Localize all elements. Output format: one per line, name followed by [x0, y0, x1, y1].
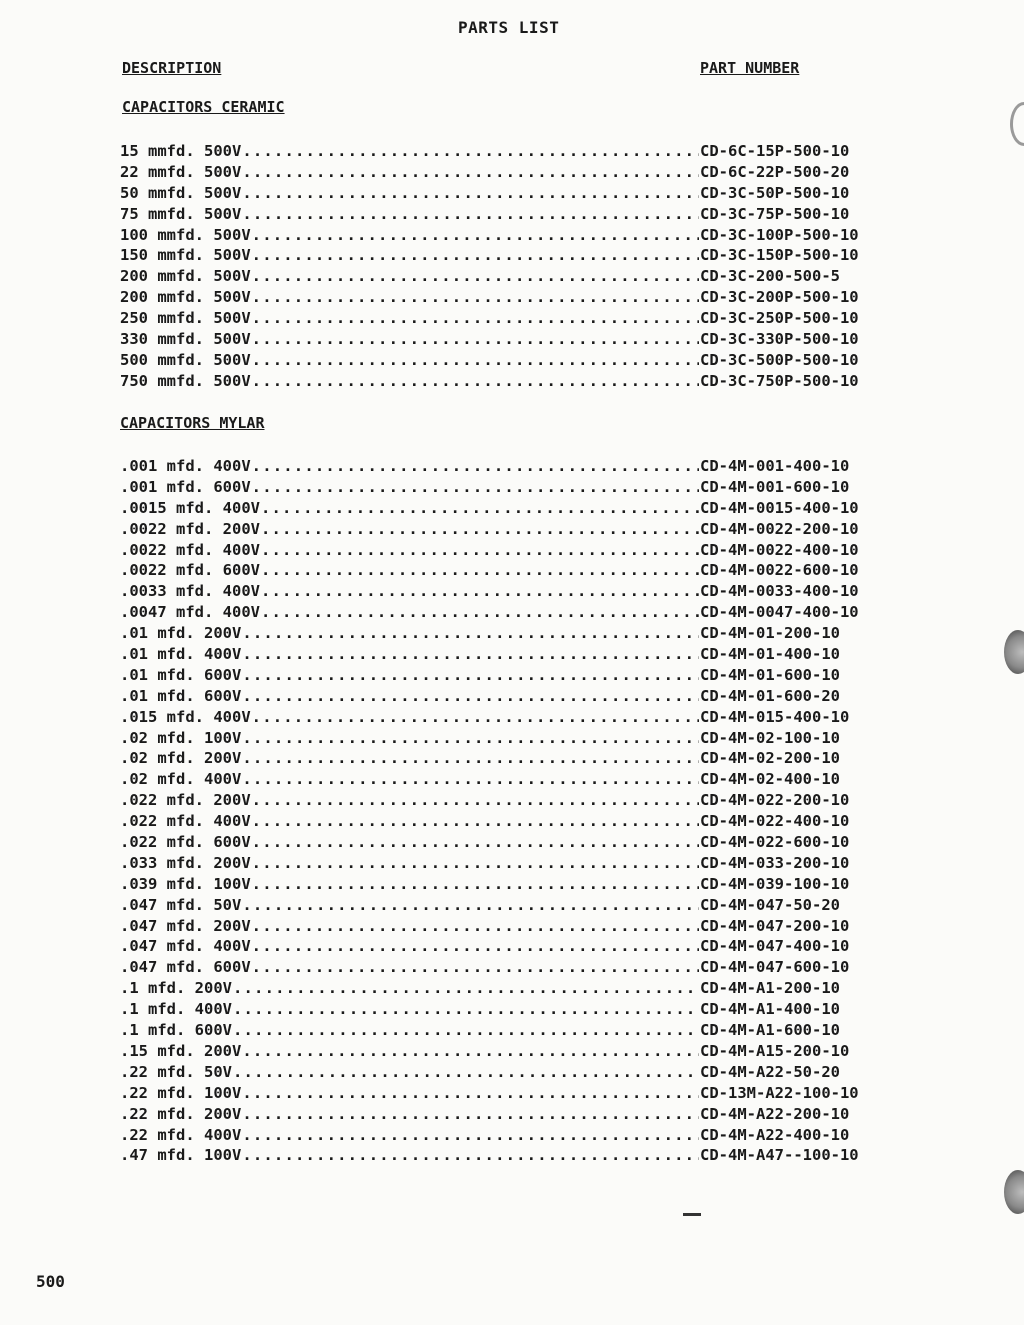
section-title-ceramic: CAPACITORS CERAMIC: [122, 98, 285, 116]
part-description: 50 mmfd. 500V: [120, 183, 242, 202]
part-row: [120, 1021, 880, 1042]
part-description: 200 mmfd. 500V: [120, 288, 251, 307]
part-description: .01 mfd. 400V: [120, 645, 242, 664]
part-number: CD-13M-A22-100-10: [700, 1083, 859, 1102]
dot-leader: [252, 833, 699, 851]
dot-leader: [252, 246, 699, 264]
part-description: 500 mmfd. 500V: [120, 350, 251, 369]
part-description: 75 mmfd. 500V: [120, 204, 242, 223]
part-number: CD-4M-022-200-10: [700, 791, 850, 810]
part-number: CD-4M-001-600-10: [700, 477, 850, 496]
dot-leader: [242, 624, 699, 642]
part-description: .01 mfd. 600V: [120, 686, 242, 705]
part-number: CD-4M-0022-600-10: [700, 561, 859, 580]
part-description: 250 mmfd. 500V: [120, 309, 251, 328]
dot-leader: [233, 1000, 699, 1018]
part-description: .022 mfd. 400V: [120, 812, 251, 831]
dot-leader: [233, 979, 699, 997]
part-row: [120, 979, 880, 1000]
parts-list-mylar: [120, 457, 880, 1167]
part-description: 750 mmfd. 500V: [120, 371, 251, 390]
page-number: 500: [36, 1272, 65, 1291]
part-row: [120, 372, 880, 393]
part-description: 15 mmfd. 500V: [120, 142, 242, 160]
dot-leader: [242, 666, 699, 684]
part-number: CD-4M-A22-400-10: [700, 1125, 850, 1144]
part-number: CD-4M-02-200-10: [700, 749, 840, 768]
part-row: [120, 541, 880, 562]
part-row: [120, 833, 880, 854]
part-description: 100 mmfd. 500V: [120, 225, 251, 244]
dot-leader: [252, 351, 699, 369]
dot-leader: [261, 520, 699, 538]
part-row: [120, 457, 880, 478]
part-number: CD-4M-A22-50-20: [700, 1062, 840, 1081]
part-row: [120, 163, 880, 184]
part-number: CD-3C-100P-500-10: [700, 225, 859, 244]
part-description: .001 mfd. 400V: [120, 457, 251, 475]
dot-leader: [261, 582, 699, 600]
part-row: [120, 875, 880, 896]
binder-hole-icon: [1004, 1170, 1024, 1214]
part-row: [120, 791, 880, 812]
part-description: .0015 mfd. 400V: [120, 498, 260, 517]
dot-leader: [242, 749, 699, 767]
part-row: [120, 330, 880, 351]
part-row: [120, 226, 880, 247]
part-number: CD-4M-033-200-10: [700, 853, 850, 872]
dot-leader: [242, 142, 699, 160]
part-row: [120, 812, 880, 833]
dot-leader: [252, 457, 699, 475]
part-number: CD-3C-200P-500-10: [700, 288, 859, 307]
part-description: .22 mfd. 200V: [120, 1104, 242, 1123]
part-description: .001 mfd. 600V: [120, 477, 251, 496]
part-row: [120, 351, 880, 372]
part-number-column-header: PART NUMBER: [700, 59, 800, 77]
part-number: CD-6C-22P-500-20: [700, 162, 850, 181]
part-row: [120, 896, 880, 917]
part-number: CD-4M-0033-400-10: [700, 582, 859, 601]
part-description: 330 mmfd. 500V: [120, 330, 251, 349]
part-number: CD-4M-02-400-10: [700, 770, 840, 789]
dot-leader: [242, 1042, 699, 1060]
dot-leader: [242, 770, 699, 788]
part-row: [120, 1146, 880, 1167]
part-number: CD-4M-01-200-10: [700, 624, 840, 643]
part-description: .047 mfd. 400V: [120, 937, 251, 956]
part-number: CD-4M-0015-400-10: [700, 498, 859, 517]
part-number: CD-4M-A22-200-10: [700, 1104, 850, 1123]
part-number: CD-4M-01-400-10: [700, 645, 840, 664]
part-number: CD-4M-047-400-10: [700, 937, 850, 956]
part-row: [120, 958, 880, 979]
part-description: .0033 mfd. 400V: [120, 582, 260, 601]
part-row: [120, 288, 880, 309]
part-row: [120, 267, 880, 288]
part-number: CD-4M-A1-400-10: [700, 1000, 840, 1019]
part-row: [120, 1000, 880, 1021]
part-row: [120, 917, 880, 938]
part-number: CD-4M-02-100-10: [700, 728, 840, 747]
part-description: .039 mfd. 100V: [120, 874, 251, 893]
dot-leader: [252, 875, 699, 893]
part-row: [120, 1063, 880, 1084]
part-number: CD-3C-50P-500-10: [700, 183, 850, 202]
section-title-mylar: CAPACITORS MYLAR: [120, 414, 265, 432]
part-number: CD-4M-047-200-10: [700, 916, 850, 935]
part-number: CD-4M-015-400-10: [700, 707, 850, 726]
part-row: [120, 666, 880, 687]
part-row: [120, 729, 880, 750]
part-number: CD-3C-750P-500-10: [700, 371, 859, 390]
dot-leader: [261, 603, 699, 621]
part-number: CD-4M-01-600-10: [700, 665, 840, 684]
binder-hole-icon: [1004, 630, 1024, 674]
part-row: [120, 708, 880, 729]
part-description: 200 mmfd. 500V: [120, 267, 251, 286]
dot-leader: [252, 854, 699, 872]
dot-leader: [252, 267, 699, 285]
part-row: [120, 1126, 880, 1147]
part-number: CD-4M-047-600-10: [700, 958, 850, 977]
part-row: [120, 624, 880, 645]
part-number: CD-3C-250P-500-10: [700, 309, 859, 328]
part-number: CD-3C-200-500-5: [700, 267, 840, 286]
dot-leader: [252, 937, 699, 955]
part-description: 22 mmfd. 500V: [120, 162, 242, 181]
part-number: CD-3C-330P-500-10: [700, 330, 859, 349]
part-number: CD-6C-15P-500-10: [700, 142, 850, 160]
part-number: CD-4M-022-600-10: [700, 833, 850, 852]
part-description: .1 mfd. 600V: [120, 1021, 232, 1040]
parts-list-ceramic: [120, 142, 880, 393]
part-row: [120, 770, 880, 791]
part-number: CD-4M-01-600-20: [700, 686, 840, 705]
part-row: [120, 561, 880, 582]
part-description: .02 mfd. 200V: [120, 749, 242, 768]
part-description: .033 mfd. 200V: [120, 853, 251, 872]
part-row: [120, 142, 880, 163]
part-row: [120, 645, 880, 666]
page-title: PARTS LIST: [458, 18, 560, 37]
part-row: [120, 854, 880, 875]
dot-leader: [252, 330, 699, 348]
part-number: CD-4M-0022-200-10: [700, 519, 859, 538]
part-row: [120, 749, 880, 770]
part-row: [120, 1084, 880, 1105]
part-description: .01 mfd. 600V: [120, 665, 242, 684]
stray-mark: [683, 1213, 701, 1216]
part-number: CD-4M-001-400-10: [700, 457, 850, 475]
part-number: CD-4M-0047-400-10: [700, 603, 859, 622]
dot-leader: [242, 896, 699, 914]
dot-leader: [242, 1105, 699, 1123]
dot-leader: [252, 791, 699, 809]
part-row: [120, 309, 880, 330]
dot-leader: [252, 478, 699, 496]
part-number: CD-4M-A1-200-10: [700, 979, 840, 998]
dot-leader: [252, 226, 699, 244]
dot-leader: [242, 687, 699, 705]
part-row: [120, 1042, 880, 1063]
part-number: CD-3C-75P-500-10: [700, 204, 850, 223]
description-column-header: DESCRIPTION: [122, 59, 222, 77]
part-description: .0047 mfd. 400V: [120, 603, 260, 622]
part-number: CD-3C-150P-500-10: [700, 246, 859, 265]
part-row: [120, 184, 880, 205]
part-number: CD-4M-A47--100-10: [700, 1146, 859, 1165]
part-description: .1 mfd. 200V: [120, 979, 232, 998]
dot-leader: [242, 184, 699, 202]
part-description: .0022 mfd. 600V: [120, 561, 260, 580]
dot-leader: [233, 1063, 699, 1081]
dot-leader: [261, 541, 699, 559]
part-description: .015 mfd. 400V: [120, 707, 251, 726]
dot-leader: [252, 372, 699, 390]
part-row: [120, 1105, 880, 1126]
dot-leader: [252, 958, 699, 976]
part-row: [120, 520, 880, 541]
dot-leader: [242, 163, 699, 181]
part-row: [120, 937, 880, 958]
part-description: .022 mfd. 200V: [120, 791, 251, 810]
dot-leader: [261, 499, 699, 517]
part-description: .0022 mfd. 400V: [120, 540, 260, 559]
dot-leader: [242, 645, 699, 663]
dot-leader: [242, 1146, 699, 1164]
part-number: CD-4M-039-100-10: [700, 874, 850, 893]
part-description: .0022 mfd. 200V: [120, 519, 260, 538]
part-number: CD-4M-0022-400-10: [700, 540, 859, 559]
dot-leader: [252, 288, 699, 306]
dot-leader: [261, 561, 699, 579]
part-row: [120, 582, 880, 603]
dot-leader: [252, 917, 699, 935]
part-description: .01 mfd. 200V: [120, 624, 242, 643]
part-description: .1 mfd. 400V: [120, 1000, 232, 1019]
dot-leader: [242, 1126, 699, 1144]
part-number: CD-4M-047-50-20: [700, 895, 840, 914]
part-description: .047 mfd. 600V: [120, 958, 251, 977]
part-row: [120, 499, 880, 520]
part-description: .02 mfd. 400V: [120, 770, 242, 789]
dot-leader: [242, 729, 699, 747]
part-number: CD-4M-022-400-10: [700, 812, 850, 831]
dot-leader: [233, 1021, 699, 1039]
part-number: CD-4M-A15-200-10: [700, 1041, 850, 1060]
part-description: .22 mfd. 400V: [120, 1125, 242, 1144]
part-row: [120, 603, 880, 624]
dot-leader: [252, 309, 699, 327]
part-description: .22 mfd. 50V: [120, 1062, 232, 1081]
part-description: .047 mfd. 200V: [120, 916, 251, 935]
part-description: .47 mfd. 100V: [120, 1146, 242, 1165]
dot-leader: [252, 812, 699, 830]
binder-hole-icon: [1010, 102, 1024, 146]
part-row: [120, 687, 880, 708]
part-row: [120, 205, 880, 226]
part-row: [120, 478, 880, 499]
part-description: .022 mfd. 600V: [120, 833, 251, 852]
part-number: CD-4M-A1-600-10: [700, 1021, 840, 1040]
part-description: .22 mfd. 100V: [120, 1083, 242, 1102]
dot-leader: [252, 708, 699, 726]
part-number: CD-3C-500P-500-10: [700, 350, 859, 369]
part-description: 150 mmfd. 500V: [120, 246, 251, 265]
part-description: .15 mfd. 200V: [120, 1041, 242, 1060]
part-description: .047 mfd. 50V: [120, 895, 242, 914]
dot-leader: [242, 205, 699, 223]
dot-leader: [242, 1084, 699, 1102]
part-row: [120, 246, 880, 267]
part-description: .02 mfd. 100V: [120, 728, 242, 747]
